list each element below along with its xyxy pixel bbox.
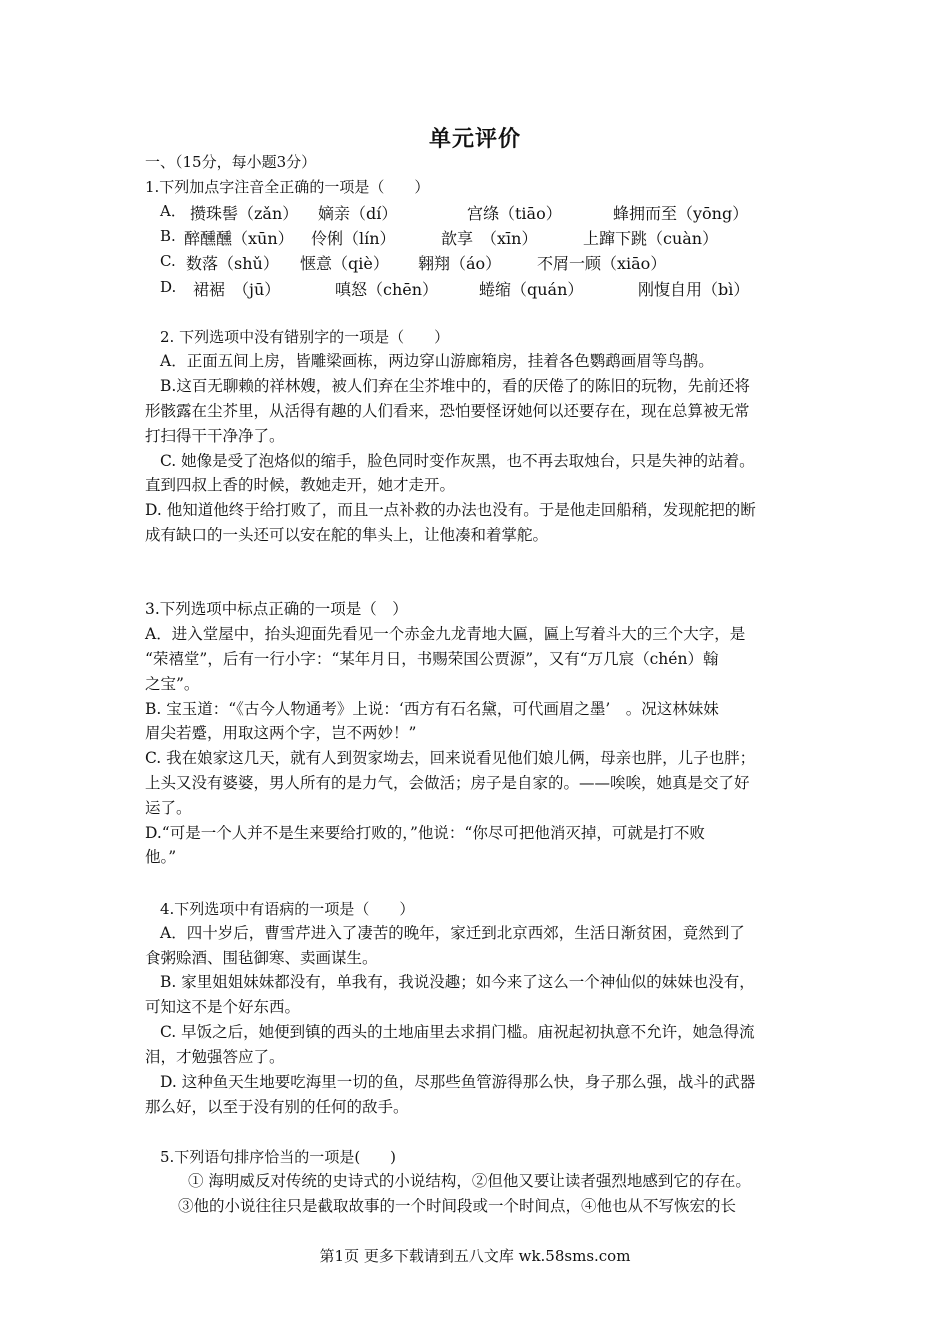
q4-stem: 4.下列选项中有语病的一项是（ ） [160, 900, 415, 918]
q2-line-4: 打扫得干干净净了。 [145, 427, 285, 445]
q4-line-5: C. 早饭之后，她便到镇的西头的土地庙里去求捐门槛。庙祝起初执意不允许，她急得流 [160, 1023, 755, 1041]
q1-d-item-2: 嗔怒（chēn） [335, 280, 439, 299]
q1-stem: 1.下列加点字注音全正确的一项是（ ） [145, 178, 430, 196]
q1-c-item-2: 惬意（qiè） [300, 254, 389, 273]
q3-line-8: 运了。 [145, 799, 192, 817]
q1-d-item-4: 刚愎自用（bì） [638, 280, 750, 299]
q3-line-10: 他。” [145, 848, 177, 866]
q3-line-9: D.“可是一个人并不是生来要给打败的，”他说：“你尽可把他消灭掉，可就是打不败 [145, 824, 705, 842]
q3-line-7: 上头又没有婆婆，男人所有的是力气，会做活；房子是自家的。——唉唉，她真是交了好 [145, 774, 750, 792]
q3-line-4: B. 宝玉道：“《古今人物通考》上说：‘西方有石名黛，可代画眉之墨’ 。况这林妹妹 [145, 700, 719, 718]
q3-stem: 3.下列选项中标点正确的一项是（ ） [145, 600, 408, 618]
q1-b-item-2: 伶俐（lín） [311, 229, 396, 248]
q3-line-1: A．进入堂屋中，抬头迎面先看见一个赤金九龙青地大匾，匾上写着斗大的三个大字，是 [145, 625, 746, 643]
q1-option-a [160, 201, 186, 221]
q3-line-3: 之宝”。 [145, 675, 200, 693]
q1-a-item-1: 攒珠髻（zǎn） [190, 204, 299, 223]
q2-stem: 2. 下列选项中没有错别字的一项是（ ） [160, 328, 450, 346]
q1-c-item-1: 数落（shǔ） [186, 254, 279, 273]
q4-line-3: B. 家里姐姐妹妹都没有，单我有，我说没趣；如今来了这么一个神仙似的妹妹也没有， [160, 973, 755, 991]
q1-d-item-3: 蜷缩（quán） [479, 280, 584, 299]
q5-line-1: ① 海明威反对传统的史诗式的小说结构，②但他又要让读者强烈地感到它的存在。 [188, 1172, 751, 1190]
option-letter: B. [160, 227, 176, 245]
q1-a-item-4: 蜂拥而至（yōng） [613, 204, 749, 223]
q4-line-7: D. 这种鱼天生地要吃海里一切的鱼，尽那些鱼管游得那么快，身子那么强，战斗的武器 [160, 1073, 756, 1091]
option-letter: C. [160, 252, 176, 270]
q5-stem: 5.下列语句排序恰当的一项是( ) [160, 1148, 397, 1166]
q2-line-7: D. 他知道他终于给打败了，而且一点补救的办法也没有。于是他走回船稍，发现舵把的断 [145, 501, 756, 519]
q2-line-2: B.这百无聊赖的祥林嫂，被人们弃在尘芥堆中的，看的厌倦了的陈旧的玩物，先前还将 [160, 377, 750, 395]
q1-option-d [160, 277, 176, 297]
q2-line-8: 成有缺口的一头还可以安在舵的隼头上，让他凑和着掌舵。 [145, 526, 549, 544]
q1-c-item-3: 翱翔（áo） [418, 254, 502, 273]
page-footer: 第1页 更多下载请到五八文库 wk.58sms.com [319, 1247, 631, 1265]
option-letter: D. [160, 278, 177, 296]
q3-line-6: C. 我在娘家这几天，就有人到贺家坳去，回来说看见他们娘儿俩，母亲也胖，儿子也胖； [145, 749, 756, 767]
section-heading: 一、（15分，每小题3分） [145, 153, 317, 171]
q1-option-c [160, 251, 176, 271]
q1-a-item-2: 嫡亲（dí） [318, 204, 398, 223]
q2-line-6: 直到四叔上香的时候，教她走开，她才走开。 [145, 476, 456, 494]
q1-b-item-3: 歆享 （xīn） [441, 229, 538, 248]
q1-b-item-4: 上蹿下跳（cuàn） [583, 229, 719, 248]
q5-line-2: ③他的小说往往只是截取故事的一个时间段或一个时间点，④他也从不写恢宏的长 [178, 1197, 737, 1215]
q1-d-item-1: 裙裾 （jū） [193, 280, 281, 299]
q4-line-4: 可知这不是个好东西。 [145, 998, 301, 1016]
q4-line-2: 食粥赊酒、围毡御寒、卖画谋生。 [145, 949, 378, 967]
q1-a-item-3: 宫绦（tiāo） [467, 204, 562, 223]
q1-b-item-1: 醉醺醺（xūn） [184, 229, 294, 248]
q3-line-5: 眉尖若蹙，用取这两个字，岂不两妙！” [145, 724, 417, 742]
q2-line-1: A．正面五间上房，皆雕梁画栋，两边穿山游廊箱房，挂着各色鹦鹉画眉等鸟鹊。 [160, 352, 714, 370]
q2-line-3: 形骸露在尘芥里，从活得有趣的人们看来，恐怕要怪讶她何以还要存在，现在总算被无常 [145, 402, 750, 420]
q1-c-item-4: 不屑一顾（xiāo） [537, 254, 667, 273]
q4-line-6: 泪，才勉强答应了。 [145, 1048, 285, 1066]
q4-line-1: A．四十岁后，曹雪芹进入了凄苦的晚年，家迁到北京西郊，生活日渐贫困，竟然到了 [160, 924, 745, 942]
page-title: 单元评价 [428, 126, 521, 152]
option-letter: A． [160, 202, 186, 220]
q3-line-2: “荣禧堂”，后有一行小字：“某年月日，书赐荣国公贾源”，又有“万几宸（chén）翰 [145, 650, 719, 668]
q1-option-b [160, 226, 176, 246]
q2-line-5: C. 她像是受了泡烙似的缩手，脸色同时变作灰黑，也不再去取烛台，只是失神的站着。 [160, 452, 755, 470]
q4-line-8: 那么好，以至于没有别的任何的敌手。 [145, 1098, 409, 1116]
